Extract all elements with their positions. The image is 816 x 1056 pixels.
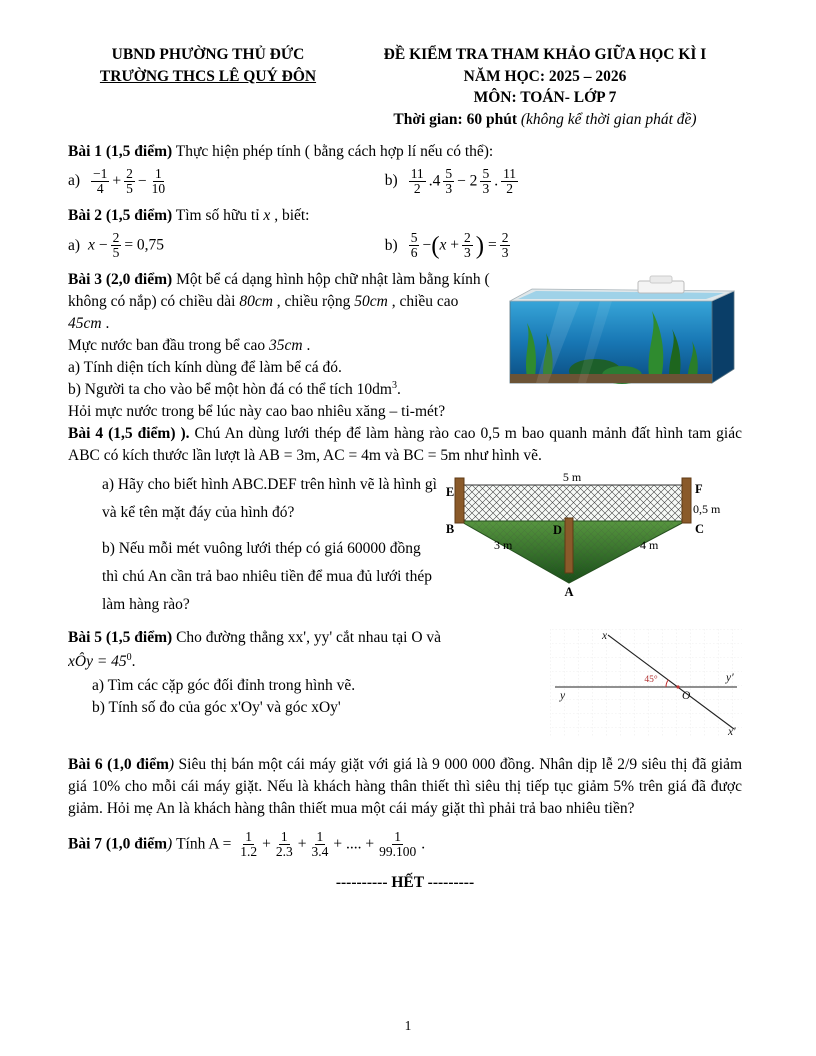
time-limit xyxy=(348,109,742,131)
ray-y-prime-label: y' xyxy=(726,671,734,684)
exercise-4-heading xyxy=(68,423,742,467)
exercise-3-item-b: b) Người ta cho vào bể một hòn đá có thể tích $10dm^3$. xyxy=(68,380,401,399)
operator: + xyxy=(112,172,122,190)
exercise-2 xyxy=(68,205,742,261)
superscript: 3 xyxy=(391,380,397,392)
fraction: $\frac{2}{5}$ xyxy=(126,165,133,197)
mixed-number: .4 xyxy=(428,172,441,190)
operator: − xyxy=(98,236,108,254)
fence-figure xyxy=(440,471,742,626)
ray-y-label: y xyxy=(560,689,566,702)
fraction: $\frac{2}{5}$ xyxy=(112,229,120,261)
exercise-4-label: Bài 4 (1,5 điểm) ). xyxy=(68,425,190,443)
exercise-5-label: Bài 5 (1,5 điểm) xyxy=(68,628,173,646)
exercise-7 xyxy=(68,830,742,860)
angle-figure-svg xyxy=(550,629,742,737)
open-paren: ( xyxy=(431,232,440,260)
superscript: 0 xyxy=(126,651,132,663)
tank-height: 45cm xyxy=(68,315,102,333)
length-right-label: 4 m xyxy=(640,538,659,553)
fraction: $\frac{5}{3}$ xyxy=(445,165,453,197)
exercise-4-item-a: a) Hãy cho biết hình ABC.DEF trên hình vẽ là hình gì và kể tên mặt đáy của hình đó? xyxy=(102,476,437,522)
fraction: $\frac{11}{2}$ xyxy=(410,165,424,197)
exercise-2-item-b xyxy=(385,231,742,261)
exercise-6-text: Siêu thị bán một cái máy giặt với giá là 9 000 000 đồng. Nhân dịp lễ 2/9 siêu thị đã giảm giá 10% cho mỗi cái máy giặt. Nếu là khách hàng thân thiết thì siêu thị tiếp tục giảm 5% trên giá đã được giảm. Hỏi mẹ An là khách hàng thân thiết mua một cái máy giặt thì phải trả bao nhiêu tiền? xyxy=(68,755,742,817)
item-a-label: a) xyxy=(68,236,81,254)
fraction: $\frac{2}{3}$ xyxy=(501,229,509,261)
exercise-6 xyxy=(68,754,742,820)
ray-x-label: x xyxy=(602,629,608,642)
time-limit-note: (không kể thời gian phát đề) xyxy=(520,111,697,129)
exercise-6-label: Bài 6 (1,0 điểm xyxy=(68,755,169,773)
variable-x: x xyxy=(439,236,447,254)
exercise-3-paragraph-1: Bài 3 (2,0 điểm) Một bể cá dạng hình hộp chữ nhật làm bằng kính ( không có nắp) có chiều dài 80cm , chiều rộng 50cm , chiều cao 45cm . xyxy=(68,271,490,333)
height-right-label: 0,5 m xyxy=(693,502,721,517)
exercise-4-items xyxy=(68,471,440,626)
subject-grade: MÔN: TOÁN- LỚP 7 xyxy=(473,89,617,107)
exercise-1-label: Bài 1 (1,5 điểm) xyxy=(68,142,173,160)
exercise-2-items xyxy=(68,231,742,261)
fraction: $\frac{1}{3.4}$ xyxy=(311,828,329,860)
time-limit-bold: Thời gian: 60 phút xyxy=(393,111,521,129)
exercise-5-equation: xÔy = $45^0$. xyxy=(68,651,136,670)
exercise-2-label: Bài 2 (1,5 điểm) xyxy=(68,206,173,224)
exercise-2-intro-post: , biết: xyxy=(270,206,310,224)
exercise-2-item-a xyxy=(68,231,385,261)
operator: + .... + xyxy=(333,835,375,853)
tank-length: 80cm xyxy=(239,293,273,311)
school-year: NĂM HỌC: 2025 – 2026 xyxy=(463,67,627,85)
header xyxy=(68,44,742,131)
exercise-3-label: Bài 3 (2,0 điểm) xyxy=(68,271,173,289)
operator: + xyxy=(450,236,460,254)
point-D-label: D xyxy=(552,523,562,538)
post-middle xyxy=(565,518,573,573)
point-C-label: C xyxy=(695,522,705,537)
org-line-1: UBND PHƯỜNG THỦ ĐỨC xyxy=(111,46,305,63)
period: . xyxy=(421,835,426,853)
exercise-5-item-a: a) Tìm các cặp góc đối đỉnh trong hình vẽ. xyxy=(92,676,356,694)
fence-figure-svg xyxy=(444,471,728,599)
exercise-2-intro-pre: Tìm số hữu tỉ xyxy=(172,206,264,224)
point-O-label: O xyxy=(682,689,691,702)
operator: − xyxy=(137,172,147,190)
close-paren: ) xyxy=(475,232,485,260)
exercise-7-pre: Tính A = xyxy=(176,835,236,853)
fraction: $\frac{5}{6}$ xyxy=(410,229,418,261)
exercise-1 xyxy=(68,141,742,197)
exercise-4 xyxy=(68,423,742,626)
item-b-label: b) xyxy=(384,236,398,254)
end-of-exam-line: ---------- HẾT --------- xyxy=(335,873,475,891)
fraction: $\frac{2}{3}$ xyxy=(464,229,471,261)
item-b-label: b) xyxy=(384,172,398,190)
exercise-7-label-paren: ) xyxy=(167,835,177,853)
exam-title: ĐỀ KIỂM TRA THAM KHẢO GIỮA HỌC KÌ I xyxy=(383,46,707,63)
operator: + xyxy=(262,835,271,853)
post-right xyxy=(682,478,691,523)
length-left-label: 3 m xyxy=(494,538,513,553)
length-top-label: 5 m xyxy=(562,471,582,485)
exercise-3-item-a: a) Tính diện tích kính dùng để làm bể cá đó. xyxy=(68,359,342,377)
operator: + xyxy=(297,835,307,853)
point-A-label: A xyxy=(564,585,574,600)
exercise-1-item-b xyxy=(385,167,742,197)
exercise-5-item-b: b) Tính số đo của góc x'Oy' và góc xOy' xyxy=(92,698,341,716)
header-title xyxy=(348,44,742,131)
operator: . xyxy=(494,172,499,190)
exercise-4-item-b: b) Nếu mỗi mét vuông lưới thép có giá 60000 đồng thì chú An cần trả bao nhiêu tiền để mua đủ lưới thép làm hàng rào? xyxy=(102,540,432,613)
variable-x: x xyxy=(263,206,271,224)
aquarium-svg xyxy=(500,271,742,393)
point-O-dot xyxy=(676,685,679,688)
point-B-label: B xyxy=(445,522,455,537)
fraction: $\frac{1}{99.100}$ xyxy=(379,828,417,860)
fish-tank xyxy=(510,276,734,384)
fraction: $\frac{-1}{4}$ xyxy=(93,165,108,197)
variable-x: x xyxy=(88,236,95,254)
operator: − xyxy=(422,236,432,254)
item-a-label: a) xyxy=(68,172,81,190)
fraction: $\frac{5}{3}$ xyxy=(482,165,490,197)
exercise-5-intro: Cho đường thẳng xx', yy' cắt nhau tại O và xyxy=(172,628,442,646)
angle-45-label: 45° xyxy=(644,674,658,685)
exercise-3 xyxy=(68,269,742,423)
water-level: 35cm xyxy=(269,337,303,355)
point-F-label: F xyxy=(695,482,703,497)
fraction: $\frac{1}{1.2}$ xyxy=(240,828,258,860)
exercise-1-item-a xyxy=(68,167,385,197)
fraction: $\frac{1}{2.3}$ xyxy=(275,828,293,860)
point-E-label: E xyxy=(445,485,455,500)
ray-x-prime-label: x' xyxy=(728,725,736,737)
operator: − 2 xyxy=(457,172,478,190)
exercise-6-label-paren: ) xyxy=(168,755,179,773)
equation-rhs: = 0,75 xyxy=(124,236,165,254)
header-organization xyxy=(68,44,348,131)
fraction: $\frac{1}{10}$ xyxy=(151,165,166,197)
page-number: 1 xyxy=(404,1018,412,1033)
tank-width: 50cm xyxy=(354,293,388,311)
aquarium-image xyxy=(500,271,742,398)
org-line-2: TRƯỜNG THCS LÊ QUÝ ĐÔN xyxy=(99,67,317,85)
fence-shapes xyxy=(455,478,691,583)
fraction: $\frac{11}{2}$ xyxy=(503,165,517,197)
exercise-7-label: Bài 7 (1,0 điểm xyxy=(68,835,168,853)
exercise-1-heading xyxy=(68,141,742,163)
exercise-5 xyxy=(68,627,742,746)
angle-figure xyxy=(550,629,742,742)
exercise-4-body xyxy=(68,471,742,626)
post-left xyxy=(455,478,464,523)
exercise-3-paragraph-3: Hỏi mực nước trong bể lúc này cao bao nhiêu xăng – ti-mét? xyxy=(68,403,446,421)
exercise-1-items xyxy=(68,167,742,197)
exercise-1-intro: Thực hiện phép tính ( bằng cách hợp lí nếu có thể): xyxy=(172,142,494,160)
exercise-4-intro: Chú An dùng lưới thép để làm hàng rào cao 0,5 m bao quanh mảnh đất hình tam giác ABC có kích thước lần lượt là AB = 3m, AC = 4m và BC = 5m như hình vẽ. xyxy=(68,425,742,465)
operator: = xyxy=(487,236,497,254)
exercise-3-paragraph-2: Mực nước ban đầu trong bể cao 35cm . xyxy=(68,337,311,355)
exercise-2-heading xyxy=(68,205,742,227)
